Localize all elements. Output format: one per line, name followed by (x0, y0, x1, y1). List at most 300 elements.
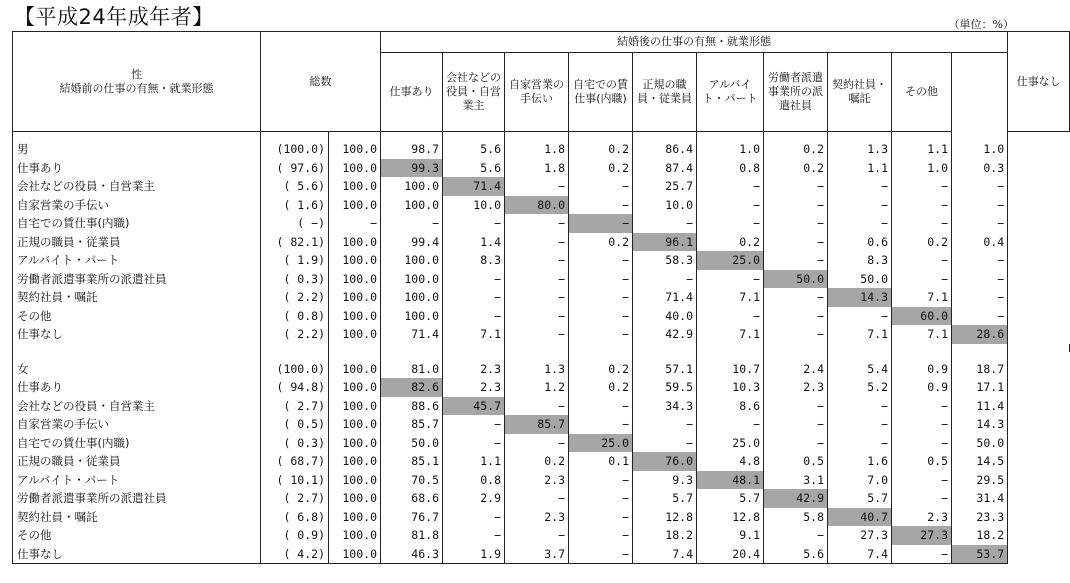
data-cell: − (952, 307, 1008, 326)
data-cell: 99.4 (381, 233, 443, 252)
table-row (13, 307, 1070, 326)
data-cell: − (828, 196, 892, 215)
share-percent: ( 0.3) (261, 270, 329, 289)
table-row (13, 378, 1070, 397)
data-cell: − (764, 251, 828, 270)
data-cell: 46.3 (381, 545, 443, 564)
data-cell: 17.1 (952, 378, 1008, 397)
data-cell: 2.4 (764, 352, 828, 379)
data-cell: − (505, 233, 569, 252)
data-cell: 10.3 (697, 378, 764, 397)
data-cell: 3.7 (505, 545, 569, 564)
row-header (13, 32, 261, 132)
share-percent: ( 2.7) (261, 397, 329, 416)
unit-note: （単位：%） (948, 18, 1014, 31)
data-cell: 57.1 (633, 352, 697, 379)
data-cell: 25.7 (633, 177, 697, 196)
table-row (13, 251, 1070, 270)
data-cell: − (505, 307, 569, 326)
data-cell: − (569, 471, 633, 490)
data-cell: 7.1 (828, 325, 892, 344)
total-cell: 100.0 (329, 526, 381, 545)
data-cell: 1.8 (505, 132, 569, 159)
data-cell: − (569, 288, 633, 307)
data-cell: 1.1 (828, 159, 892, 178)
data-cell: − (892, 214, 952, 233)
total-cell: 100.0 (329, 434, 381, 453)
data-cell: − (828, 177, 892, 196)
data-cell: − (764, 288, 828, 307)
row-label: 契約社員・嘱託 (13, 508, 261, 527)
highlighted-cell: 28.6 (952, 325, 1008, 344)
data-cell: 76.7 (381, 508, 443, 527)
data-cell: 81.8 (381, 526, 443, 545)
share-percent: ( 1.9) (261, 251, 329, 270)
row-label: 労働者派遣事業所の派遣社員 (13, 489, 261, 508)
highlighted-cell: 71.4 (443, 177, 505, 196)
total-cell: 100.0 (329, 489, 381, 508)
data-cell: 0.5 (764, 452, 828, 471)
table-row (13, 214, 1070, 233)
data-cell: − (569, 397, 633, 416)
col-header-family-business: 自家営業の手伝い (505, 53, 569, 132)
total-cell: 100.0 (329, 325, 381, 344)
data-cell: − (633, 415, 697, 434)
data-cell: − (569, 415, 633, 434)
data-cell: 1.2 (505, 378, 569, 397)
data-cell: 7.1 (443, 325, 505, 344)
highlighted-cell: 80.0 (505, 196, 569, 215)
data-cell: 0.2 (764, 159, 828, 178)
total-cell: 100.0 (329, 159, 381, 178)
total-cell: 100.0 (329, 233, 381, 252)
data-cell: 23.3 (952, 508, 1008, 527)
data-cell: − (633, 434, 697, 453)
data-cell: 0.2 (697, 233, 764, 252)
data-cell: − (764, 415, 828, 434)
data-cell: − (505, 397, 569, 416)
data-cell: 1.4 (443, 233, 505, 252)
spacer-cell (381, 344, 443, 352)
highlighted-cell: 82.6 (381, 378, 443, 397)
row-label: 自家営業の手伝い (13, 196, 261, 215)
data-cell: 7.4 (828, 545, 892, 564)
data-cell: − (892, 270, 952, 289)
data-cell: 7.1 (892, 288, 952, 307)
data-cell: − (952, 177, 1008, 196)
data-cell: 40.0 (633, 307, 697, 326)
data-cell: − (697, 307, 764, 326)
data-cell: − (892, 251, 952, 270)
total-cell: 100.0 (329, 471, 381, 490)
data-cell: 10.0 (443, 196, 505, 215)
row-label: アルバイト・パート (13, 471, 261, 490)
table-row (13, 489, 1070, 508)
data-cell: 5.8 (764, 508, 828, 527)
share-percent: ( 68.7) (261, 452, 329, 471)
data-cell: − (697, 415, 764, 434)
col-header-no-job: 仕事なし (1008, 32, 1070, 132)
row-label: 契約社員・嘱託 (13, 288, 261, 307)
table-row (13, 132, 1070, 159)
data-cell: 18.2 (952, 526, 1008, 545)
row-label: 仕事あり (13, 159, 261, 178)
row-header-sex: 性 (131, 67, 142, 81)
spacer-cell (13, 344, 261, 352)
table-row (13, 526, 1070, 545)
row-header-prework: 結婚前の仕事の有無・就業形態 (59, 81, 214, 95)
table-row (13, 434, 1070, 453)
data-cell: − (505, 489, 569, 508)
total-cell: 100.0 (329, 352, 381, 379)
data-cell: − (952, 196, 1008, 215)
row-label: 自宅での賃仕事(内職) (13, 434, 261, 453)
table-row (13, 270, 1070, 289)
data-cell: − (764, 325, 828, 344)
data-cell: 27.3 (828, 526, 892, 545)
table-row (13, 471, 1070, 490)
col-header-executive: 会社などの役員・自営業主 (443, 53, 505, 132)
highlighted-cell: 96.1 (633, 233, 697, 252)
data-cell: − (764, 177, 828, 196)
data-cell: 0.4 (952, 233, 1008, 252)
data-cell: 0.8 (697, 159, 764, 178)
table-row (13, 233, 1070, 252)
data-cell: − (569, 325, 633, 344)
row-label: 仕事なし (13, 325, 261, 344)
highlighted-cell: 99.3 (381, 159, 443, 178)
data-cell: 11.4 (952, 397, 1008, 416)
highlighted-cell: 85.7 (505, 415, 569, 434)
row-label: その他 (13, 526, 261, 545)
data-cell: 68.6 (381, 489, 443, 508)
data-cell: − (443, 288, 505, 307)
share-percent: ( 5.6) (261, 177, 329, 196)
highlighted-cell: 50.0 (764, 270, 828, 289)
data-cell: 0.2 (505, 452, 569, 471)
row-label: 自宅での賃仕事(内職) (13, 214, 261, 233)
total-header: 総数 (261, 32, 381, 132)
col-header-dispatched: 労働者派遣事業所の派遣社員 (764, 53, 828, 132)
spacer-cell (633, 344, 697, 352)
data-cell: 100.0 (381, 288, 443, 307)
spacer-cell (697, 344, 764, 352)
data-cell: − (764, 397, 828, 416)
highlighted-cell: 42.9 (764, 489, 828, 508)
data-cell: 0.8 (443, 471, 505, 490)
section-gap (13, 344, 1070, 352)
data-cell: 81.0 (381, 352, 443, 379)
row-label: 仕事なし (13, 545, 261, 564)
data-cell: − (697, 177, 764, 196)
highlighted-cell: 45.7 (443, 397, 505, 416)
data-cell: 0.2 (569, 159, 633, 178)
data-cell: 71.4 (633, 288, 697, 307)
row-label: アルバイト・パート (13, 251, 261, 270)
data-cell: 4.8 (697, 452, 764, 471)
spacer-cell (443, 344, 505, 352)
data-cell: − (952, 251, 1008, 270)
data-cell: 14.5 (952, 452, 1008, 471)
data-cell: 12.8 (633, 508, 697, 527)
share-percent: ( 6.8) (261, 508, 329, 527)
data-cell: 5.7 (828, 489, 892, 508)
highlighted-cell: 60.0 (892, 307, 952, 326)
data-cell: − (569, 307, 633, 326)
data-cell: 3.1 (764, 471, 828, 490)
highlighted-cell: 25.0 (569, 434, 633, 453)
data-cell: − (892, 397, 952, 416)
total-cell: 100.0 (329, 452, 381, 471)
share-percent: ( 94.8) (261, 378, 329, 397)
data-cell: 20.4 (697, 545, 764, 564)
data-cell: 1.3 (828, 132, 892, 159)
data-cell: 0.2 (569, 352, 633, 379)
data-table (12, 31, 1070, 564)
data-cell: − (381, 214, 443, 233)
total-cell: 100.0 (329, 177, 381, 196)
table-row (13, 177, 1070, 196)
data-cell: − (892, 177, 952, 196)
data-cell: 0.9 (892, 378, 952, 397)
data-cell: 100.0 (381, 270, 443, 289)
total-cell: 100.0 (329, 397, 381, 416)
data-cell: 10.0 (633, 196, 697, 215)
total-cell: 100.0 (329, 508, 381, 527)
total-cell: 100.0 (329, 196, 381, 215)
data-cell: 9.1 (697, 526, 764, 545)
data-cell: 7.1 (892, 325, 952, 344)
col-header-home-piecework: 自宅での賃仕事(内職) (569, 53, 633, 132)
data-cell: − (443, 214, 505, 233)
group-header: 結婚後の仕事の有無・就業形態 (381, 32, 1008, 53)
spacer-cell (828, 344, 892, 352)
highlighted-cell: 53.7 (952, 545, 1008, 564)
total-cell: 100.0 (329, 415, 381, 434)
highlighted-cell: 76.0 (633, 452, 697, 471)
highlighted-cell: 48.1 (697, 471, 764, 490)
data-cell: − (569, 508, 633, 527)
data-cell: 8.3 (828, 251, 892, 270)
share-percent: ( 82.1) (261, 233, 329, 252)
spacer-cell (329, 344, 381, 352)
data-cell: 2.3 (764, 378, 828, 397)
data-cell: 29.5 (952, 471, 1008, 490)
col-header-employed: 仕事あり (381, 53, 443, 132)
data-cell: − (569, 270, 633, 289)
data-cell: − (569, 489, 633, 508)
data-cell: 0.5 (892, 452, 952, 471)
data-cell: 8.3 (443, 251, 505, 270)
data-cell: − (892, 545, 952, 564)
data-cell: 86.4 (633, 132, 697, 159)
data-cell: 2.3 (505, 508, 569, 527)
total-cell: 100.0 (329, 132, 381, 159)
data-cell: − (443, 434, 505, 453)
data-cell: 7.1 (697, 288, 764, 307)
share-percent: ( 2.2) (261, 288, 329, 307)
data-cell: − (569, 545, 633, 564)
data-cell: 0.1 (569, 452, 633, 471)
col-header-other: その他 (892, 53, 952, 132)
row-label: 会社などの役員・自営業主 (13, 177, 261, 196)
share-percent: (100.0) (261, 132, 329, 159)
table-row (13, 545, 1070, 564)
data-cell: − (828, 434, 892, 453)
row-label: 女 (13, 352, 261, 379)
table-row (13, 415, 1070, 434)
row-label: 会社などの役員・自営業主 (13, 397, 261, 416)
share-percent: ( 0.9) (261, 526, 329, 545)
data-cell: 7.1 (697, 325, 764, 344)
data-cell: 5.6 (443, 159, 505, 178)
table-row (13, 159, 1070, 178)
data-cell: − (505, 214, 569, 233)
data-cell: − (443, 270, 505, 289)
page-title: 【平成24年成年者】 (14, 5, 214, 29)
data-cell: 87.4 (633, 159, 697, 178)
data-cell: 1.1 (892, 132, 952, 159)
data-cell: 34.3 (633, 397, 697, 416)
data-cell: − (505, 251, 569, 270)
table-body (13, 132, 1070, 564)
data-cell: 7.0 (828, 471, 892, 490)
data-cell: 5.7 (633, 489, 697, 508)
data-cell: 18.7 (952, 352, 1008, 379)
data-cell: − (697, 196, 764, 215)
data-cell: − (828, 397, 892, 416)
col-header-regular-staff: 正規の職員・従業員 (633, 53, 697, 132)
share-percent: (100.0) (261, 352, 329, 379)
row-label: 仕事あり (13, 378, 261, 397)
data-cell: 2.9 (443, 489, 505, 508)
spacer-cell (952, 344, 1008, 352)
row-label: その他 (13, 307, 261, 326)
total-cell: 100.0 (329, 307, 381, 326)
spacer-cell (764, 344, 828, 352)
data-cell: − (952, 214, 1008, 233)
data-cell: 2.3 (443, 352, 505, 379)
data-cell: 18.2 (633, 526, 697, 545)
data-cell: − (892, 196, 952, 215)
share-percent: ( −) (261, 214, 329, 233)
highlighted-cell: 27.3 (892, 526, 952, 545)
data-cell: − (828, 307, 892, 326)
data-cell: 31.4 (952, 489, 1008, 508)
data-cell: 2.3 (892, 508, 952, 527)
data-cell: 14.3 (952, 415, 1008, 434)
data-cell: − (764, 526, 828, 545)
total-cell: 100.0 (329, 270, 381, 289)
data-cell: − (505, 434, 569, 453)
data-cell: − (505, 325, 569, 344)
data-cell: − (505, 270, 569, 289)
data-cell: 5.4 (828, 352, 892, 379)
data-cell: 8.6 (697, 397, 764, 416)
data-cell: 12.8 (697, 508, 764, 527)
share-percent: ( 0.8) (261, 307, 329, 326)
data-cell: − (443, 508, 505, 527)
data-cell: 1.8 (505, 159, 569, 178)
spacer-cell (1008, 344, 1070, 352)
data-cell: 0.2 (569, 132, 633, 159)
data-cell: − (892, 471, 952, 490)
row-label: 男 (13, 132, 261, 159)
share-percent: ( 4.2) (261, 545, 329, 564)
data-cell: 25.0 (697, 434, 764, 453)
data-cell: − (569, 251, 633, 270)
data-cell: 1.0 (952, 132, 1008, 159)
data-cell: 88.6 (381, 397, 443, 416)
data-cell: 10.7 (697, 352, 764, 379)
data-cell: 1.6 (828, 452, 892, 471)
data-cell: 98.7 (381, 132, 443, 159)
data-cell: 5.6 (764, 545, 828, 564)
data-cell: 85.7 (381, 415, 443, 434)
data-cell: − (569, 526, 633, 545)
data-cell: 50.0 (828, 270, 892, 289)
data-cell: 9.3 (633, 471, 697, 490)
data-cell: 5.2 (828, 378, 892, 397)
data-cell: − (892, 434, 952, 453)
data-cell: 0.6 (828, 233, 892, 252)
data-cell: 1.0 (697, 132, 764, 159)
table-row (13, 196, 1070, 215)
data-cell: − (697, 214, 764, 233)
data-cell: 42.9 (633, 325, 697, 344)
data-cell: 50.0 (952, 434, 1008, 453)
data-cell: 0.2 (569, 378, 633, 397)
data-cell: − (505, 526, 569, 545)
data-cell: 100.0 (381, 196, 443, 215)
data-cell: − (633, 214, 697, 233)
data-cell: 7.4 (633, 545, 697, 564)
highlighted-cell: 14.3 (828, 288, 892, 307)
highlighted-cell: 40.7 (828, 508, 892, 527)
share-percent: ( 0.3) (261, 434, 329, 453)
data-cell: 1.1 (443, 452, 505, 471)
data-cell: 100.0 (381, 177, 443, 196)
data-cell: − (764, 214, 828, 233)
data-cell: 0.2 (892, 233, 952, 252)
share-percent: ( 2.2) (261, 325, 329, 344)
data-cell: − (764, 233, 828, 252)
data-cell: 0.9 (892, 352, 952, 379)
data-cell: 100.0 (381, 251, 443, 270)
data-cell: − (569, 196, 633, 215)
data-cell: 5.6 (443, 132, 505, 159)
data-cell: 70.5 (381, 471, 443, 490)
share-percent: ( 97.6) (261, 159, 329, 178)
row-label: 正規の職員・従業員 (13, 452, 261, 471)
data-cell: 100.0 (381, 307, 443, 326)
share-percent: ( 0.5) (261, 415, 329, 434)
table-header (13, 32, 1070, 132)
table-row (13, 508, 1070, 527)
data-cell: 0.2 (569, 233, 633, 252)
data-cell: − (952, 288, 1008, 307)
data-cell: − (952, 270, 1008, 289)
data-cell: 0.2 (764, 132, 828, 159)
spacer-cell (261, 344, 329, 352)
data-cell: − (764, 307, 828, 326)
data-cell: − (697, 270, 764, 289)
data-cell: − (892, 415, 952, 434)
data-cell: − (828, 214, 892, 233)
share-percent: ( 10.1) (261, 471, 329, 490)
total-cell: 100.0 (329, 251, 381, 270)
total-cell: 100.0 (329, 288, 381, 307)
